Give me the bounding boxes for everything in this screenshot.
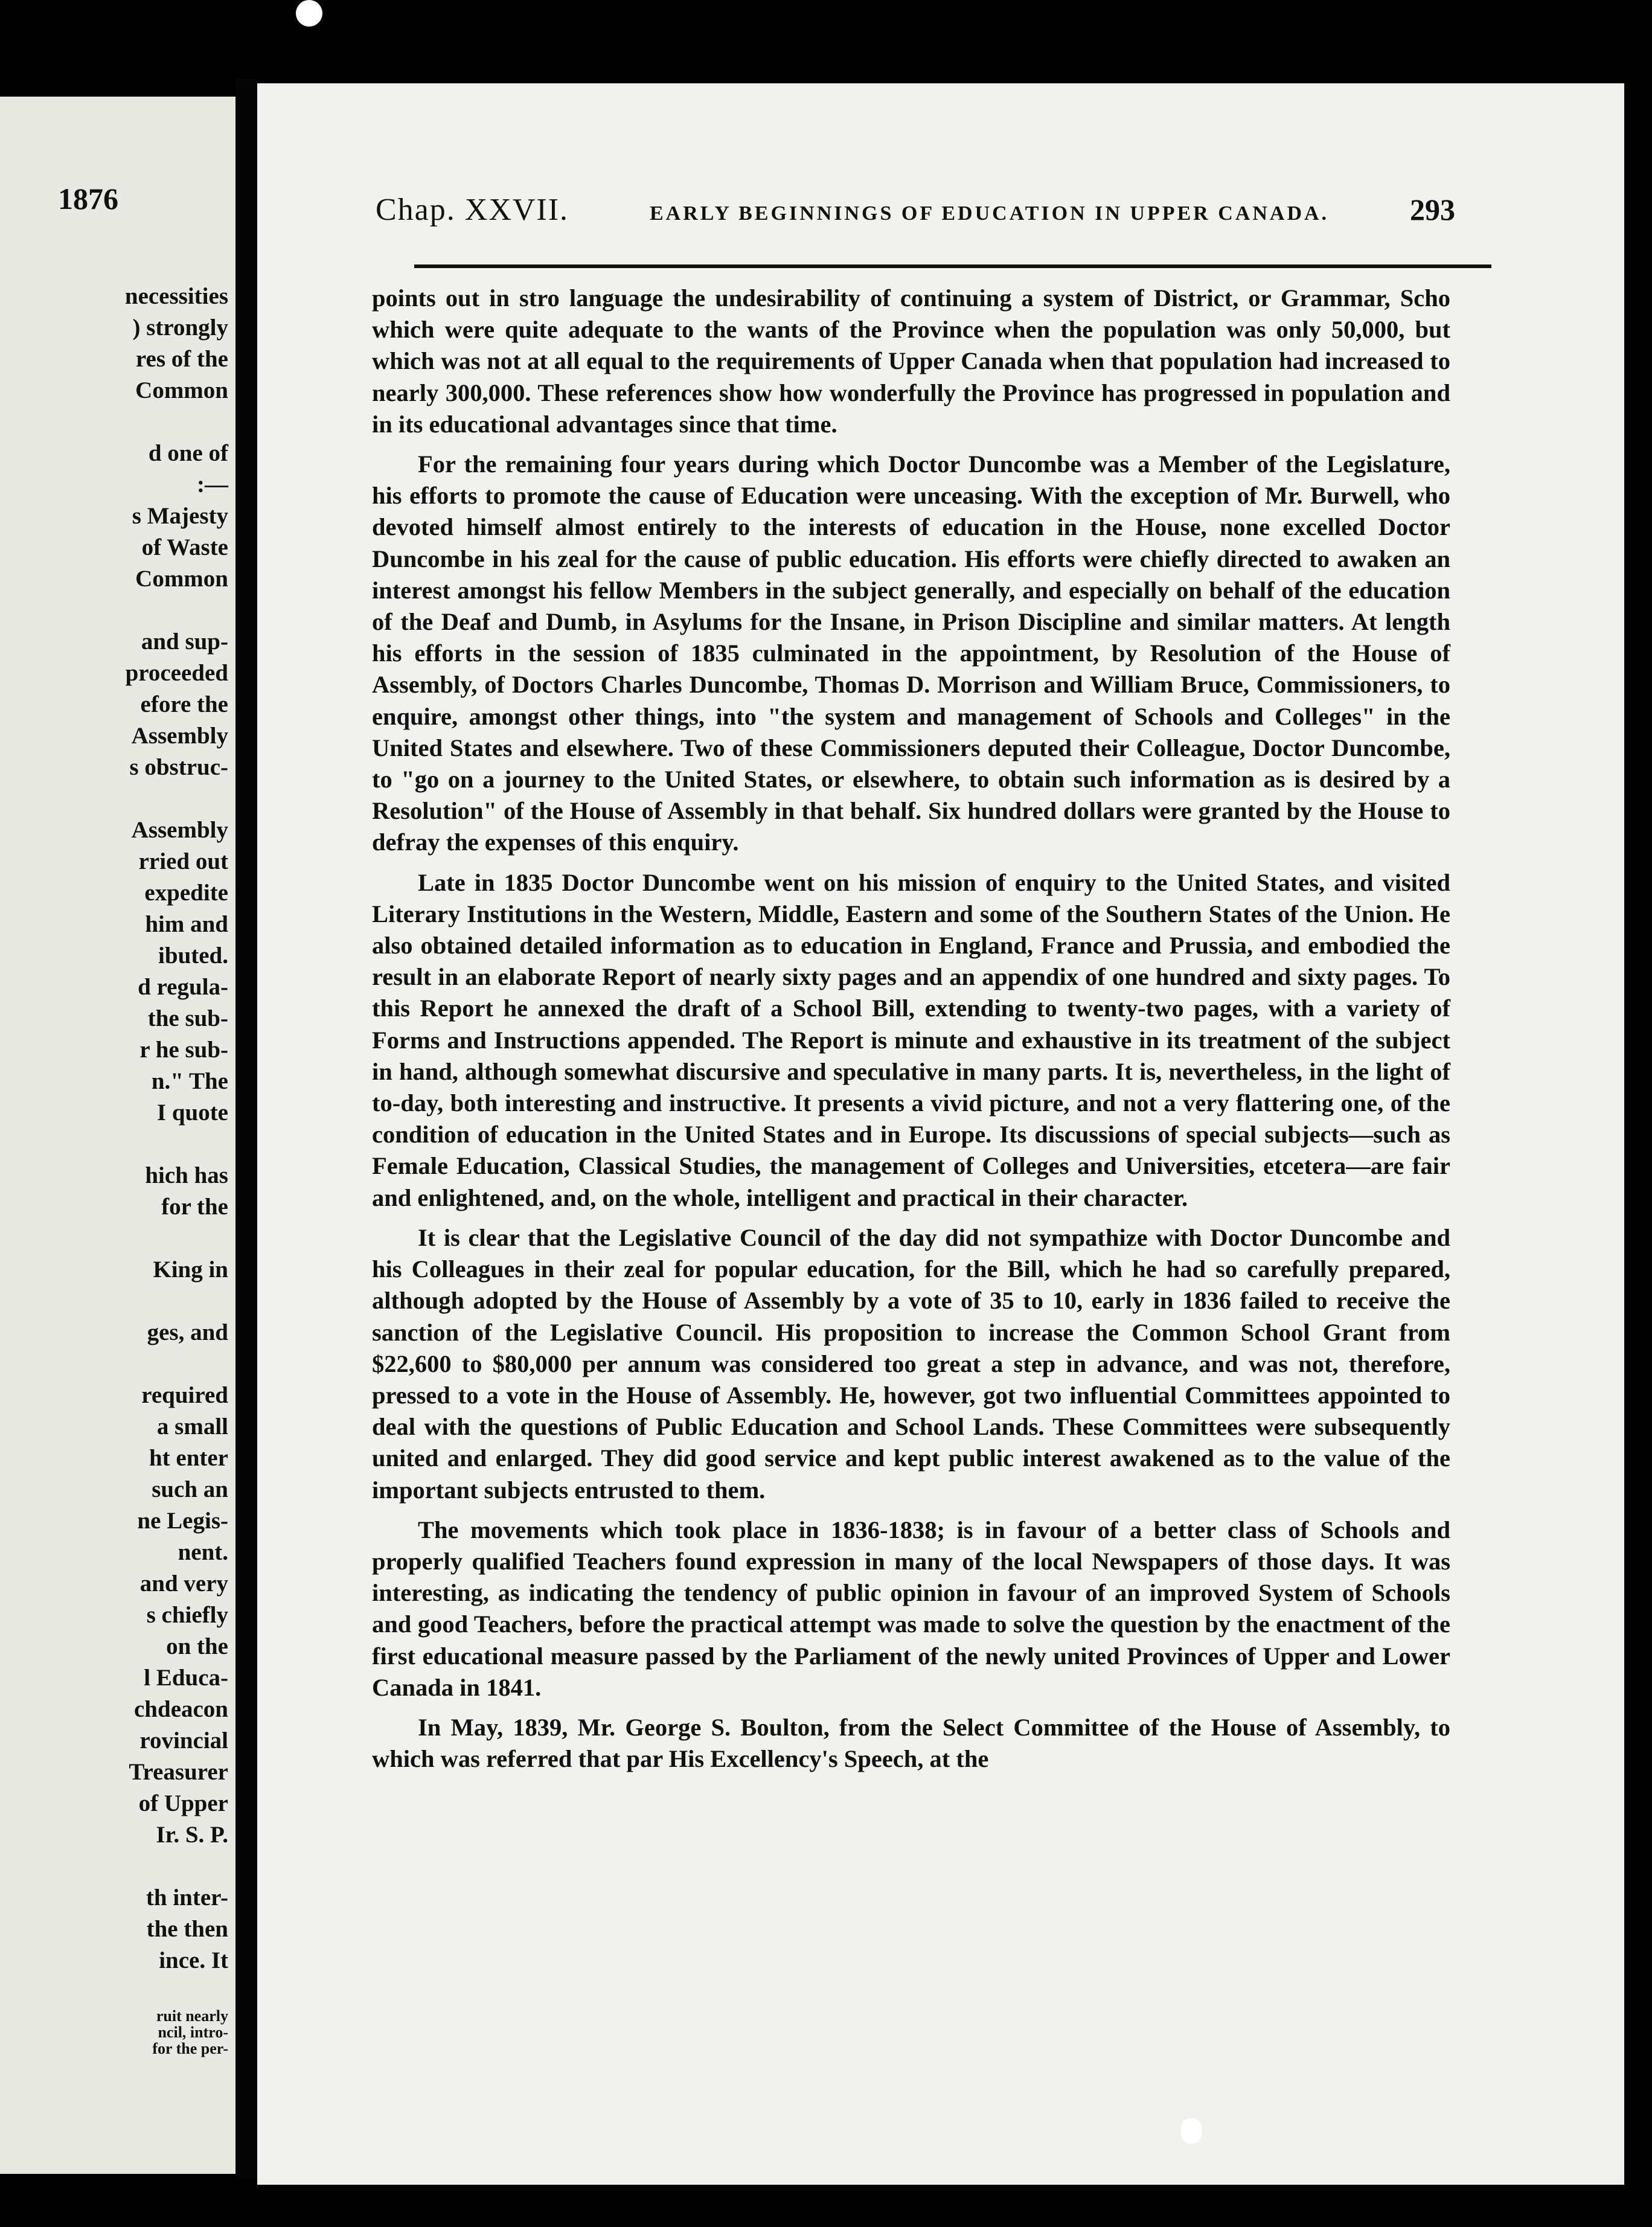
scan-speck [296, 0, 322, 27]
left-page-line: of Upper [138, 1790, 228, 1816]
left-page-line: necessities [124, 283, 228, 309]
left-page-line: King in [153, 1257, 228, 1283]
paragraph: In May, 1839, Mr. George S. Boulton, from the Select Committee of the House of Assembly, to which was referred that par His Excellency's Speech, at the [372, 1713, 1450, 1773]
left-page-line: :— [197, 472, 228, 498]
left-page-line: d regula- [138, 974, 228, 1000]
left-page-line: of Waste [141, 534, 228, 560]
left-page-line [0, 1223, 235, 1254]
left-page-line [0, 406, 235, 438]
left-page-line: the sub- [147, 1005, 228, 1031]
left-page-line: ) strongly [132, 315, 228, 341]
header-rule [414, 264, 1491, 268]
left-page-line [0, 1851, 235, 1882]
left-page-line: Assembly [131, 817, 228, 843]
paragraph: points out in stro language the undesirability of continuing a system of District, or Grammar, Scho which were quite adequate to the wants of the Province when the population was only 50,000, but which was not at all equal to the requirements of Upper Canada when that population had increased to nearly 300,000. These references show how wonderfully the Province has progressed in population and in its educational advantages since that time. [372, 284, 1450, 438]
left-page-line: proceeded [125, 660, 228, 686]
left-page-line: d one of [148, 440, 228, 466]
left-page-line: Common [135, 566, 228, 592]
left-page-line: ht enter [149, 1445, 228, 1471]
left-page-line: for the [161, 1194, 228, 1220]
chapter-label: Chap. XXVII. [376, 193, 569, 227]
left-page-line: res of the [135, 346, 228, 372]
left-page-footnote-line: for the per- [152, 2040, 228, 2057]
left-page-line [0, 595, 235, 626]
left-page-line: rovincial [139, 1728, 228, 1754]
paragraph: Late in 1835 Doctor Duncombe went on his mission of enquiry to the United States, and visited Literary Institutions in the Western, Middle, Eastern and some of the Southern States of the Union. He also obtained detailed information as to education in England, France and Prussia, and embodied the result in an elaborate Report of nearly sixty pages and an appendix of one hundred and sixty pages. To this Report he annexed the draft of a School Bill, extending to twenty-two pages, with a variety of Forms and Instructions appended. The Report is minute and exhaustive in its treatment of the subject in hand, although somewhat discursive and speculative in many parts. It is, nevertheless, in the light of to-day, both interesting and instructive. It presents a vivid picture, and not a very flattering one, of the condition of education in the United States and in Europe. Its discussions of special subjects—such as Female Education, Classical Studies, the management of Colleges and Universities, etcetera—are fair and enlightened, and, on the whole, intelligent and practical in their character. [372, 868, 1450, 1211]
left-page-line: s Majesty [132, 503, 228, 529]
left-page-footnote-line: ncil, intro- [158, 2024, 228, 2041]
paragraph: It is clear that the Legislative Council of the day did not sympathize with Doctor Duncombe and his Colleagues in their zeal for popular education, for the Bill, which he had so carefully prepared, although adopted by the House of Assembly by a vote of 35 to 10, early in 1836 failed to receive the sanction of the Legislative Council. His proposition to increase the Common School Grant from $22,600 to $80,000 per annum was considered too great a step in advance, and was not, therefore, pressed to a vote in the House of Assembly. He, however, got two influential Committees appointed to deal with the questions of Public Education and School Lands. These Committees were subsequently united and enlarged. They did good service and kept public interest awakened as to the value of the important subjects entrusted to them. [372, 1223, 1450, 1504]
left-page-line: s obstruc- [129, 754, 228, 780]
running-head [376, 192, 1455, 240]
left-page-line: such an [152, 1476, 228, 1502]
left-page-line: and very [139, 1571, 228, 1597]
book-spine [235, 79, 257, 2180]
left-page-text [0, 281, 235, 2057]
left-page-number: 1876 [58, 182, 118, 216]
left-page-line: chdeacon [134, 1696, 228, 1722]
left-page-line [0, 1286, 235, 1317]
left-page-line [0, 783, 235, 815]
left-page-line: ibuted. [158, 943, 228, 969]
left-page-line: hich has [145, 1162, 228, 1188]
paper-damage [1181, 2118, 1202, 2144]
left-page-line: l Educa- [144, 1665, 228, 1691]
left-page-line: the then [146, 1916, 228, 1942]
left-page-line: required [141, 1382, 228, 1408]
left-page-line: ges, and [147, 1319, 228, 1345]
left-page-line: expedite [144, 880, 228, 906]
page-number: 293 [1409, 193, 1455, 226]
left-page-line: nent. [178, 1539, 228, 1565]
left-page-line: s chiefly [146, 1602, 228, 1628]
left-page-footnote-line: ruit nearly [156, 2007, 228, 2025]
left-page-line: and sup- [141, 629, 228, 655]
left-page-line [0, 1129, 235, 1160]
left-page-line: him and [145, 911, 228, 937]
left-page-line: Treasurer [129, 1759, 228, 1785]
left-page-line: Common [135, 377, 228, 403]
left-page-line [0, 1348, 235, 1380]
right-page [257, 83, 1624, 2185]
left-page-line: efore the [140, 691, 228, 717]
paragraph: For the remaining four years during which Doctor Duncombe was a Member of the Legislature, his efforts to promote the cause of Education were unceasing. With the exception of Mr. Burwell, who devoted himself almost entirely to the interests of education in the House, none excelled Doctor Duncombe in his zeal for the cause of public education. His efforts were chiefly directed to awaken an interest amongst his fellow Members in the subject generally, and especially on behalf of the education of the Deaf and Dumb, in Asylums for the Insane, in Prison Discipline and similar matters. At length his efforts in the session of 1835 culminated in the appointment, by Resolution of the House of Assembly, of Doctors Charles Duncombe, Thomas D. Morrison and William Bruce, Commissioners, to enquire, amongst other things, into "the system and management of Schools and Colleges" in the United States and elsewhere. Two of these Commissioners deputed their Colleague, Doctor Duncombe, to "go on a journey to the United States, or elsewhere, to obtain such information as is desired by a Resolution" of the House of Assembly in that behalf. Six hundred dollars were granted by the House to defray the expenses of this enquiry. [372, 450, 1450, 856]
left-page-line: th inter- [146, 1885, 228, 1911]
left-page-spacer [0, 1976, 235, 2008]
body-text [372, 283, 1450, 1775]
left-page-line: r he sub- [139, 1037, 228, 1063]
left-page-line: rried out [138, 848, 228, 874]
left-page-line: ince. It [159, 1947, 228, 1973]
left-page-line: n." The [151, 1068, 228, 1094]
left-page-line: on the [166, 1633, 228, 1659]
left-page-line: ne Legis- [137, 1508, 228, 1534]
left-page-line: Assembly [131, 723, 228, 749]
running-title: EARLY BEGINNINGS OF EDUCATION IN UPPER CANADA. [649, 202, 1330, 225]
left-page-line: a small [156, 1414, 228, 1440]
left-page-line: Ir. S. P. [156, 1822, 228, 1848]
left-page [0, 97, 235, 2174]
left-page-line: I quote [156, 1100, 228, 1126]
paragraph: The movements which took place in 1836-1838; is in favour of a better class of Schools and properly qualified Teachers found expression in many of the local Newspapers of those days. It was interesting, as indicating the tendency of public opinion in favour of an improved System of Schools and good Teachers, before the practical attempt was made to solve the question by the enactment of the first educational measure passed by the Parliament of the newly united Provinces of Upper and Lower Canada in 1841. [372, 1516, 1450, 1701]
